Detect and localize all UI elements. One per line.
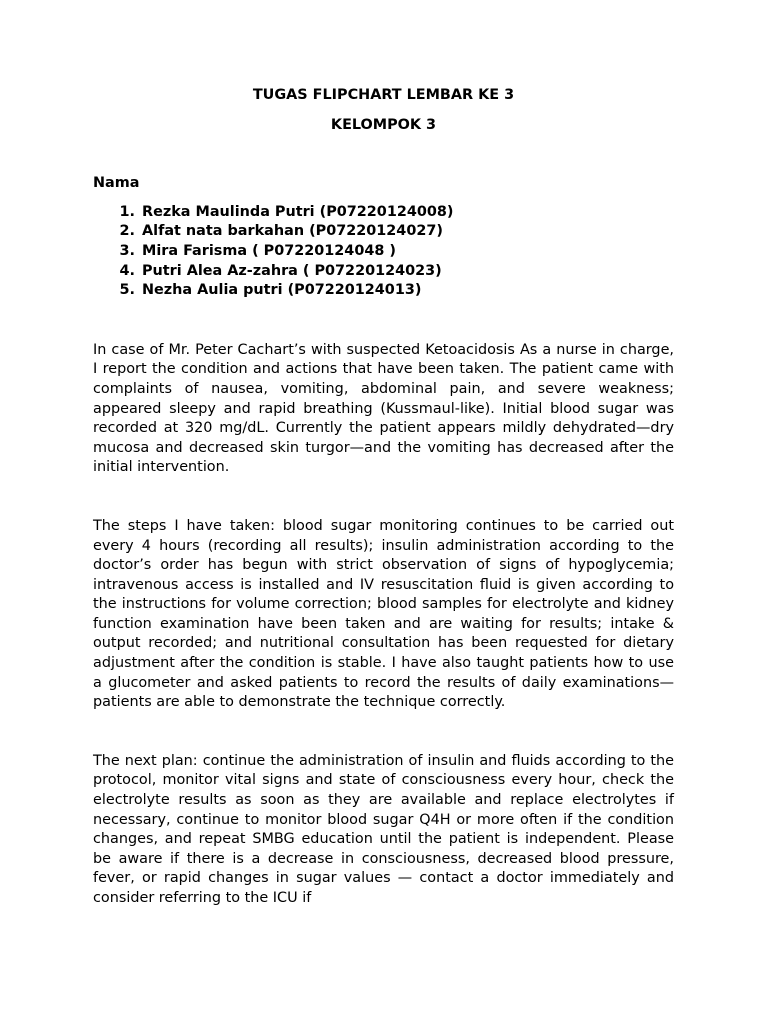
list-item: 2. Alfat nata barkahan (P07220124027) — [140, 222, 674, 242]
document-title: TUGAS FLIPCHART LEMBAR KE 3 — [252, 87, 515, 103]
document-subtitle: KELOMPOK 3 — [330, 116, 437, 133]
list-item: 3. Mira Farisma ( P07220124048 ) — [140, 242, 674, 262]
member-list — [93, 203, 674, 301]
list-item: 1. Rezka Maulinda Putri (P07220124008) — [140, 203, 674, 223]
document-page — [93, 86, 674, 909]
names-label: Nama — [93, 175, 140, 192]
report-paragraph-actions: The steps I have taken: blood sugar monitoring continues to be carried out every 4 hours (recording all results); insulin administration according to the doctor’s order has begun with strict observation of signs of hypoglycemia; intravenous access is installed and IV resuscitation fluid is given according to the instructions for volume correction; blood samples for electrolyte and kidney function examination have been taken and are waiting for results; intake & output recorded; and nutritional consultation has been requested for dietary adjustment after the condition is stable. I have also taught patients how to use a glucometer and asked patients to record the results of daily examinations—patients are able to demonstrate the technique correctly. — [93, 517, 674, 711]
report-paragraph-plan: The next plan: continue the administration of insulin and fluids according to the protocol, monitor vital signs and state of consciousness every hour, check the electrolyte results as soon as they are available and replace electrolytes if necessary, continue to monitor blood sugar Q4H or more often if the condition changes, and repeat SMBG education until the patient is independent. Please be aware if there is a decrease in consciousness, decreased blood pressure, fever, or rapid changes in sugar values — contact a doctor immediately and consider referring to the ICU if — [93, 752, 674, 906]
list-item: 4. Putri Alea Az-zahra ( P07220124023) — [140, 262, 674, 282]
report-paragraph-condition: In case of Mr. Peter Cachart’s with suspected Ketoacidosis As a nurse in charge, I report the condition and actions that have been taken. The patient came with complaints of nausea, vomiting, abdominal pain, and severe weakness; appeared sleepy and rapid breathing (Kussmaul-like). Initial blood sugar was recorded at 320 mg/dL. Currently the patient appears mildly dehydrated—dry mucosa and decreased skin turgor—and the vomiting has decreased after the initial intervention. — [93, 341, 674, 476]
list-item: 5. Nezha Aulia putri (P07220124013) — [140, 281, 674, 301]
